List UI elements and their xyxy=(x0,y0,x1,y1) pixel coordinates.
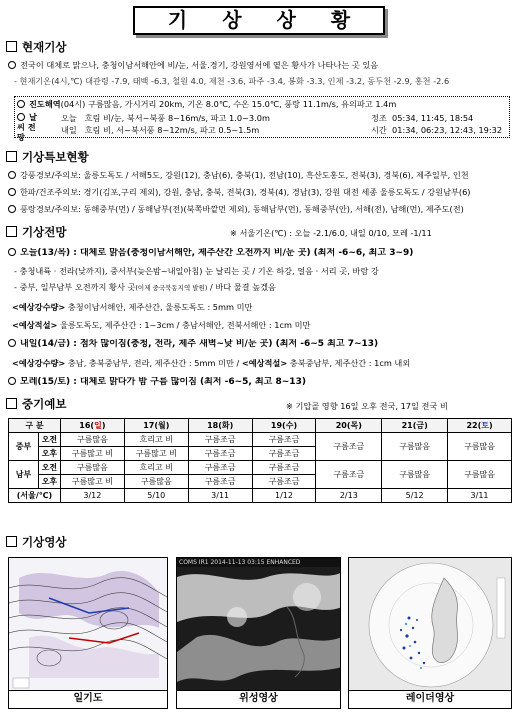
sea-observation-box xyxy=(14,96,510,142)
current-temps: - 현재기온(4시,℃) 대관령 -7.9, 태백 -6.3, 철원 4.0, 제천 -3.6, 파주 -3.4, 봉화 -3.3, 인제 -3.2, 동두천 -2.9, 홍천 -2.6 xyxy=(14,76,450,86)
sea-tomorrow-text: 흐림 비, 서~북서풍 8~12m/s, 파고 0.5~1.5m xyxy=(84,125,260,135)
page-title: 기 상 상 황 xyxy=(133,6,385,35)
temp-cell: 3/11 xyxy=(448,489,512,503)
table-cell: 구름많고 비 xyxy=(124,447,188,461)
bullet-icon xyxy=(17,100,25,108)
table-cell: 구름많음 xyxy=(124,475,188,489)
jindo-label: 진도해역 xyxy=(29,99,61,109)
table-cell: 구름많음 xyxy=(382,461,448,489)
day-header: 22(토) xyxy=(448,419,512,433)
table-cell: 구름조금 xyxy=(252,461,316,475)
forecast-today-rain: <예상강수량> 충청이남서해안, 제주산간, 울릉도독도 : 5mm 미만 xyxy=(12,302,253,312)
radar-image[interactable] xyxy=(348,557,512,691)
temp-cell: 2/13 xyxy=(316,489,382,503)
day-header: 20(목) xyxy=(316,419,382,433)
forecast-tomorrow-precip: <예상강수량> 충남, 충북중남부, 전라, 제주산간 : 5mm 미만 / <예상적설> 충북중남부, 제주산간 : 1cm 내외 xyxy=(12,358,411,368)
temp-label: (서울/℃) xyxy=(9,489,61,503)
table-cell: 구름조금 xyxy=(188,461,252,475)
table-cell: 구름많음 xyxy=(60,461,124,475)
sea-today-label: 오늘 xyxy=(61,113,77,123)
day-header: 18(화) xyxy=(188,419,252,433)
weekday: 목 xyxy=(350,420,359,430)
table-cell: 구름조금 xyxy=(188,433,252,447)
satellite-image[interactable] xyxy=(176,557,341,691)
table-cell: 구름많음 xyxy=(60,433,124,447)
table-cell: 구름조금 xyxy=(252,447,316,461)
day-header: 21(금) xyxy=(382,419,448,433)
table-cell: 흐리고 비 xyxy=(124,433,188,447)
weekday: 금 xyxy=(416,420,425,430)
day-header: 16(일) xyxy=(60,419,124,433)
region-south: 남부 xyxy=(9,461,39,489)
table-row xyxy=(9,461,512,475)
table-cell: 구름많음 xyxy=(448,461,512,489)
weekday: 수 xyxy=(285,420,294,430)
satellite-caption: 위성영상 xyxy=(176,691,341,709)
forecast-today-snow: <예상적설> 울릉도독도, 제주산간 : 1~3cm / 충남서해안, 전북서해안 : 1cm 미만 xyxy=(12,320,311,330)
section-images-heading: 기상영상 xyxy=(6,535,66,549)
warning-wave: 풍랑경보/주의보: 동해중부(먼) / 동해남부(전)(북쪽바깥먼 제외), 동해남부(먼), 동해중부(안), 서해(전), 남해(먼), 제주도(전) xyxy=(8,204,514,214)
table-cell: 구름조금 xyxy=(252,475,316,489)
sea-tomorrow-label: 내일 xyxy=(61,125,77,135)
table-header-row xyxy=(9,419,512,433)
table-cell: 구름조금 xyxy=(316,433,382,461)
warning-cold-dry: 한파/건조주의보: 경기(김포,구리 제외), 강원, 충남, 충북, 전북(3), 경북(4), 경남(3), 강원 대전 세종 울릉도독도 / 강원남부(6) xyxy=(8,187,514,197)
warning-wind: 강풍경보/주의보: 울릉도독도 / 서해5도, 강원(12), 충남(6), 충북(1), 전남(10), 흑산도홍도, 전북(3), 경북(6), 제주일부, 인천 xyxy=(8,170,514,180)
region-central: 중부 xyxy=(9,433,39,461)
radar-caption: 레이더영상 xyxy=(348,691,512,709)
section-forecast-heading: 기상전망 xyxy=(6,225,66,239)
temp-cell: 5/12 xyxy=(382,489,448,503)
sea-forecast-label: 날씨 전망 xyxy=(17,112,37,142)
weekday: 월 xyxy=(157,420,166,430)
temp-cell: 3/12 xyxy=(60,489,124,503)
forecast-tomorrow: 내일(14/금) : 점차 많이짐(충청, 전라, 제주 새벽~낮 비/눈 곳) (최저 -6~5 최고 7~13) xyxy=(8,339,514,350)
table-cell: 흐리고 비 xyxy=(124,461,188,475)
section-warnings-heading: 기상특보현황 xyxy=(6,150,89,164)
pm-label: 오후 xyxy=(38,447,60,461)
am-label: 오전 xyxy=(38,433,60,447)
table-row-temps xyxy=(9,489,512,503)
sea-today-text: 흐림 비/눈, 북서~북풍 8~16m/s, 파고 1.0~3.0m xyxy=(84,113,270,123)
tide-label-1: 정조 xyxy=(371,113,387,123)
tide-label-2: 시간 xyxy=(371,125,387,135)
tide-times-2: 01:34, 06:23, 12:43, 19:32 xyxy=(392,125,503,135)
jindo-text: (04시) 구름많음, 가시거리 20km, 기온 8.0℃, 수온 15.0℃, 풍랑 11.1m/s, 유의파고 1.4m xyxy=(60,99,397,109)
section-current-heading: 현재기상 xyxy=(6,40,66,54)
section-weekly-heading: 중기예보 xyxy=(6,397,66,411)
division-header: 구 분 xyxy=(9,419,61,433)
weather-chart-image[interactable] xyxy=(8,557,168,691)
temp-cell: 1/12 xyxy=(252,489,316,503)
forecast-today: 오늘(13/목) : 대체로 맑음(충청이남서해안, 제주산간 오전까지 비/눈 곳) (최저 -6~6, 최고 3~9) xyxy=(8,248,514,259)
seoul-temp-note: ※ 서울기온(℃) : 오늘 -2.1/6.0, 내일 0/10, 모레 -1/11 xyxy=(230,228,432,238)
tide-times-1: 05:34, 11:45, 18:54 xyxy=(392,113,474,123)
forecast-today-detail-2: - 중부, 일부남부 오전까지 황사 곳(이제 중국북동지역 발원) / 바다 물결 높겠음 xyxy=(14,282,276,292)
weekly-note: ※ 기압골 영향 16일 오후 전국, 17일 전국 비 xyxy=(286,401,448,411)
table-cell: 구름조금 xyxy=(316,461,382,489)
forecast-day-after: 모레(15/토) : 대체로 맑다가 밤 구름 많이짐 (최저 -6~5, 최고 8~13) xyxy=(8,377,514,388)
table-cell: 구름많음 xyxy=(382,433,448,461)
table-cell: 구름조금 xyxy=(252,433,316,447)
table-cell: 구름많음 xyxy=(448,433,512,461)
weekday: 화 xyxy=(221,420,230,430)
current-summary: 전국이 대체로 맑으나, 충청이남서해안에 비/눈, 서울.경기, 강원영서에 옅은 황사가 나타나는 곳 있음 xyxy=(8,60,514,70)
weekday: 일 xyxy=(94,420,102,430)
weekly-forecast-table xyxy=(8,418,512,503)
temp-cell: 3/11 xyxy=(188,489,252,503)
table-cell: 구름많고 비 xyxy=(60,475,124,489)
temp-cell: 5/10 xyxy=(124,489,188,503)
day-header: 17(월) xyxy=(124,419,188,433)
bullet-icon xyxy=(17,113,25,121)
pm-label: 오후 xyxy=(38,475,60,489)
weekday: 토 xyxy=(481,420,489,430)
day-header: 19(수) xyxy=(252,419,316,433)
table-cell: 구름조금 xyxy=(188,447,252,461)
satellite-banner: COMS IR1 2014-11-13 03:15 ENHANCED xyxy=(177,558,341,567)
table-row xyxy=(9,433,512,447)
am-label: 오전 xyxy=(38,461,60,475)
bullet-icon xyxy=(8,61,16,69)
weather-chart-caption: 일기도 xyxy=(8,691,168,709)
table-cell: 구름조금 xyxy=(188,475,252,489)
forecast-today-detail-1: - 충청내륙 · 전라(낮까지), 중서부(늦은밤~내일아침) 눈 날리는 곳 / 기온 하강, 얼음 · 서리 곳, 바람 강 xyxy=(14,266,379,276)
table-cell: 구름많고 비 xyxy=(60,447,124,461)
